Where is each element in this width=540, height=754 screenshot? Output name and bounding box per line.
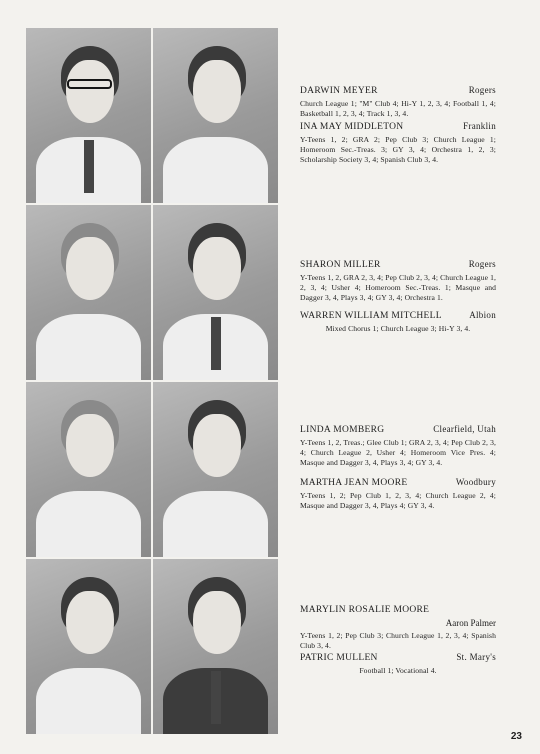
student-town: St. Mary's xyxy=(456,652,496,662)
portrait-photo-ina-may-middleton xyxy=(153,28,278,203)
student-activities: Y-Teens 1, 2; GRA 2; Pep Club 3; Church League 1; Homeroom Sec.-Treas. 3; GY 3, 4; Orchestra 1, 2, 3; Scholarship Society 3, 4; Spanish Club 3, 4. xyxy=(300,135,496,164)
portrait-row xyxy=(26,559,279,734)
portrait-row xyxy=(26,205,279,380)
portrait-row xyxy=(26,28,279,203)
student-activities: Y-Teens 1, 2; Pep Club 3; Church League 1, 2, 3, 4; Spanish Club 3, 4. xyxy=(300,631,496,650)
page-number: 23 xyxy=(510,731,522,742)
student-town: Rogers xyxy=(468,259,496,269)
student-town: Rogers xyxy=(468,85,496,95)
portrait-photo-martha-jean-moore xyxy=(153,382,278,557)
student-name: MARTHA JEAN MOORE xyxy=(300,478,408,488)
student-name: WARREN WILLIAM MITCHELL xyxy=(300,311,442,321)
portrait-photo-darwin-meyer xyxy=(26,28,151,203)
portrait-photo-linda-momberg xyxy=(26,382,151,557)
student-entry xyxy=(300,259,496,303)
student-town: Clearfield, Utah xyxy=(433,424,496,434)
student-entry xyxy=(300,605,496,651)
student-entry xyxy=(300,85,496,119)
student-entry xyxy=(300,652,496,676)
student-name: SHARON MILLER xyxy=(300,260,381,270)
student-town: Woodbury xyxy=(455,477,496,487)
portrait-photo-warren-william-mitchell xyxy=(153,205,278,380)
student-name: MARYLIN ROSALIE MOORE xyxy=(300,605,430,615)
portrait-photo-marylin-rosalie-moore xyxy=(26,559,151,734)
student-entry xyxy=(300,477,496,511)
student-name: DARWIN MEYER xyxy=(300,86,378,96)
student-activities: Mixed Chorus 1; Church League 3; Hi-Y 3, 4. xyxy=(325,324,471,333)
student-activities: Y-Teens 1, 2; Pep Club 1, 2, 3, 4; Church League 2, 4; Masque and Dagger 3, 4, Plays 4; GY 3, 4. xyxy=(300,491,496,510)
student-entry xyxy=(300,121,496,165)
portrait-photo-sharon-miller xyxy=(26,205,151,380)
student-activities: Y-Teens 1, 2, GRA 2, 3, 4; Pep Club 2, 3, 4; Church League 1, 2, 3, 4; Usher 4; Homeroom Sec.-Treas. 1; Masque and Dagger 3, 4, Plays 3, 4; GY 3, 4; Orchestra 1. xyxy=(300,273,496,302)
portrait-photo-patric-mullen xyxy=(153,559,278,734)
student-name: INA MAY MIDDLETON xyxy=(300,122,404,132)
student-entry xyxy=(300,310,496,334)
student-activities: Y-Teens 1, 2, Treas.; Glee Club 1; GRA 2, 3, 4; Pep Club 2, 3, 4; Church League 2, Usher 4; Homeroom Vice Pres. 4; Masque and Dagger 3, 4, Plays 3, 4; GY 3, 4. xyxy=(300,438,496,467)
student-activities: Church League 1; "M" Club 4; Hi-Y 1, 2, 3, 4; Football 1, 4; Basketball 1, 2, 3, 4; Track 1, 3, 4. xyxy=(300,99,496,118)
student-entry xyxy=(300,424,496,468)
portrait-grid xyxy=(26,28,279,736)
student-name: LINDA MOMBERG xyxy=(300,425,385,435)
student-activities: Football 1; Vocational 4. xyxy=(359,666,437,675)
student-town: Albion xyxy=(469,310,496,320)
student-name: PATRIC MULLEN xyxy=(300,653,378,663)
student-town: Franklin xyxy=(463,121,496,131)
portrait-row xyxy=(26,382,279,557)
student-town: Aaron Palmer xyxy=(445,618,496,628)
